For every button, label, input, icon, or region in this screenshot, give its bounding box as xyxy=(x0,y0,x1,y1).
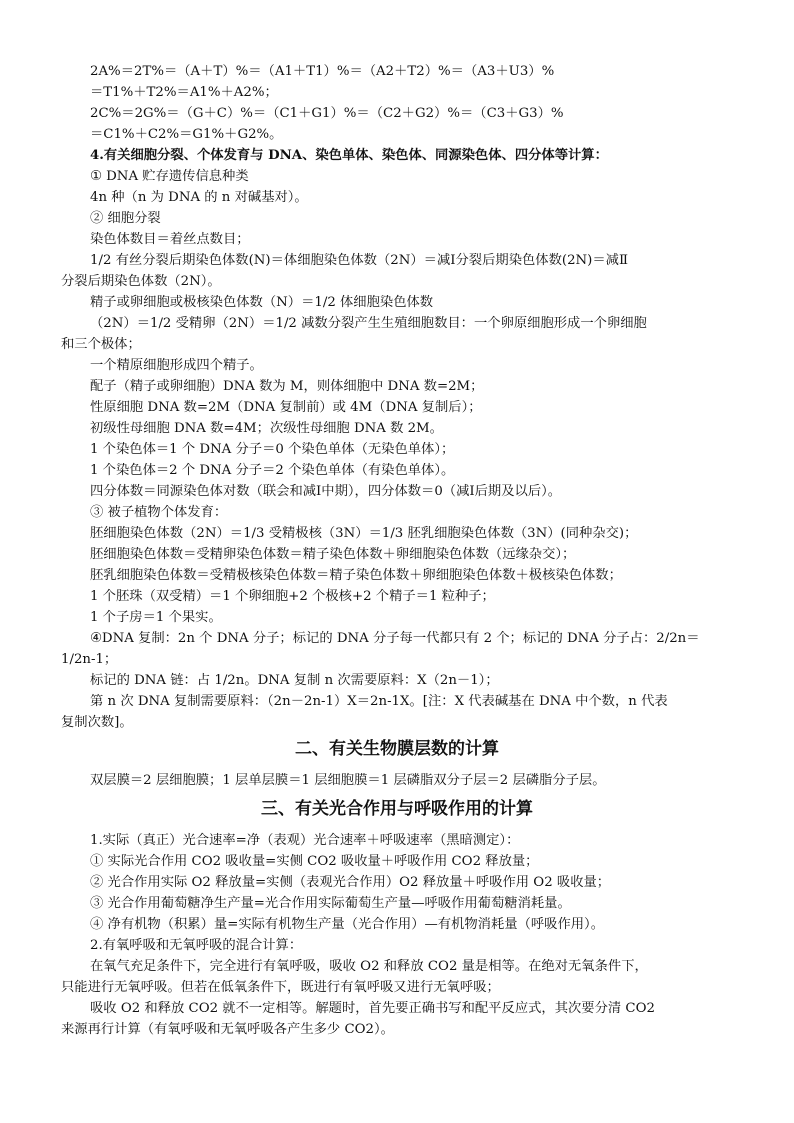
formula-line: ＝T1%＋T2%＝A1%＋A2%； xyxy=(90,85,278,100)
body-line: 胚细胞染色体数（2N）＝1/3 受精极核（3N）＝1/3 胚乳细胞染色体数（3N）(同种杂交)； xyxy=(90,526,638,541)
body-line: 第 n 次 DNA 复制需要原料：（2n－2n-1）X＝2n-1X。[注：X 代表碱基在 DNA 中个数，n 代表 xyxy=(90,694,668,709)
section-title-membrane: 二、有关生物膜层数的计算 xyxy=(295,739,499,759)
body-line: 2.有氧呼吸和无氧呼吸的混合计算： xyxy=(90,938,303,953)
body-line: 胚乳细胞染色体数＝受精极核染色体数＝精子染色体数＋卵细胞染色体数＋极核染色体数； xyxy=(90,568,622,583)
formula-line: ＝C1%＋C2%＝G1%＋G2%。 xyxy=(90,127,283,142)
body-line: 1 个染色体＝2 个 DNA 分子＝2 个染色单体（有染色单体）。 xyxy=(90,463,455,478)
body-line: 四分体数＝同源染色体对数（联会和减Ⅰ中期），四分体数＝0（减Ⅰ后期及以后）。 xyxy=(90,484,562,499)
body-line: ② 光合作用实际 O2 释放量=实侧（表观光合作用）O2 释放量＋呼吸作用 O2 吸收量； xyxy=(90,875,611,890)
body-line: 和三个极体； xyxy=(61,337,141,352)
body-line: ③ 光合作用葡萄糖净生产量=光合作用实际葡萄生产量—呼吸作用葡萄糖消耗量。 xyxy=(90,896,571,911)
body-line: 1/2n-1； xyxy=(61,652,118,667)
body-line: ② 细胞分裂 xyxy=(90,211,161,226)
body-line: 在氧气充足条件下，完全进行有氧呼吸，吸收 O2 和释放 CO2 量是相等。在绝对无氧条件下， xyxy=(90,959,648,974)
body-line: 只能进行无氧呼吸。但若在低氧条件下，既进行有氧呼吸又进行无氧呼吸； xyxy=(61,980,500,995)
body-line: 来源再行计算（有氧呼吸和无氧呼吸各产生多少 CO2）。 xyxy=(61,1022,394,1037)
body-line: ③ 被子植物个体发育： xyxy=(90,505,228,520)
section-title-photosynthesis: 三、有关光合作用与呼吸作用的计算 xyxy=(261,799,533,819)
body-line: 染色体数目＝着丝点数目； xyxy=(90,232,250,247)
body-line: 4n 种（n 为 DNA 的 n 对碱基对）。 xyxy=(90,190,308,205)
body-line: 吸收 O2 和释放 CO2 就不一定相等。解题时，首先要正确书写和配平反应式，其次要分清 CO2 xyxy=(90,1001,655,1016)
body-line: 1.实际（真正）光合速率=净（表观）光合速率＋呼吸速率（黑暗测定）： xyxy=(90,833,520,848)
body-line: 性原细胞 DNA 数=2M（DNA 复制前）或 4M（DNA 复制后）； xyxy=(90,400,482,415)
body-line: 初级性母细胞 DNA 数=4M；次级性母细胞 DNA 数 2M。 xyxy=(90,421,443,436)
body-line: 胚细胞染色体数＝受精卵染色体数＝精子染色体数＋卵细胞染色体数（远缘杂交）； xyxy=(90,547,576,562)
body-line: 标记的 DNA 链：占 1/2n。DNA 复制 n 次需要原料：X（2n－1）； xyxy=(90,673,499,688)
body-line: （2N）＝1/2 受精卵（2N）＝1/2 减数分裂产生生殖细胞数目：一个卵原细胞形成一个卵细胞 xyxy=(90,316,647,331)
body-line: 配子（精子或卵细胞）DNA 数为 M，则体细胞中 DNA 数=2M； xyxy=(90,379,484,394)
body-line: ④ 净有机物（积累）量=实际有机物生产量（光合作用）—有机物消耗量（呼吸作用）。 xyxy=(90,917,604,932)
body-line: ④DNA 复制：2n 个 DNA 分子；标记的 DNA 分子每一代都只有 2 个；标记的 DNA 分子占：2/2n＝ xyxy=(90,631,700,646)
body-line: 1 个子房＝1 个果实。 xyxy=(90,610,222,625)
formula-line: 2C%＝2G%＝（G＋C）%＝（C1＋G1）%＝（C2＋G2）%＝（C3＋G3）% xyxy=(90,106,564,121)
subheading-cell-division: 4.有关细胞分裂、个体发育与 DNA、染色单体、染色体、同源染色体、四分体等计算： xyxy=(90,148,608,163)
body-line: 1 个染色体＝1 个 DNA 分子＝0 个染色单体（无染色单体）； xyxy=(90,442,455,457)
body-line: 精子或卵细胞或极核染色体数（N）＝1/2 体细胞染色体数 xyxy=(90,295,434,310)
body-line: 双层膜＝2 层细胞膜；1 层单层膜＝1 层细胞膜＝1 层磷脂双分子层＝2 层磷脂分子层。 xyxy=(90,773,606,788)
body-line: 分裂后期染色体数（2N）。 xyxy=(61,274,221,289)
body-line: 1/2 有丝分裂后期染色体数(N)＝体细胞染色体数（2N）＝减Ⅰ分裂后期染色体数(2N)＝减Ⅱ xyxy=(90,253,628,268)
body-line: ① DNA 贮存遗传信息种类 xyxy=(90,169,249,184)
body-line: 一个精原细胞形成四个精子。 xyxy=(90,358,263,373)
body-line: ① 实际光合作用 CO2 吸收量=实侧 CO2 吸收量＋呼吸作用 CO2 释放量； xyxy=(90,854,539,869)
formula-line: 2A%＝2T%＝（A＋T）%＝（A1＋T1）%＝（A2＋T2）%＝（A3＋U3）% xyxy=(90,64,555,79)
body-line: 复制次数]。 xyxy=(61,715,133,730)
body-line: 1 个胚珠（双受精）＝1 个卵细胞+2 个极核+2 个精子＝1 粒种子； xyxy=(90,589,495,604)
